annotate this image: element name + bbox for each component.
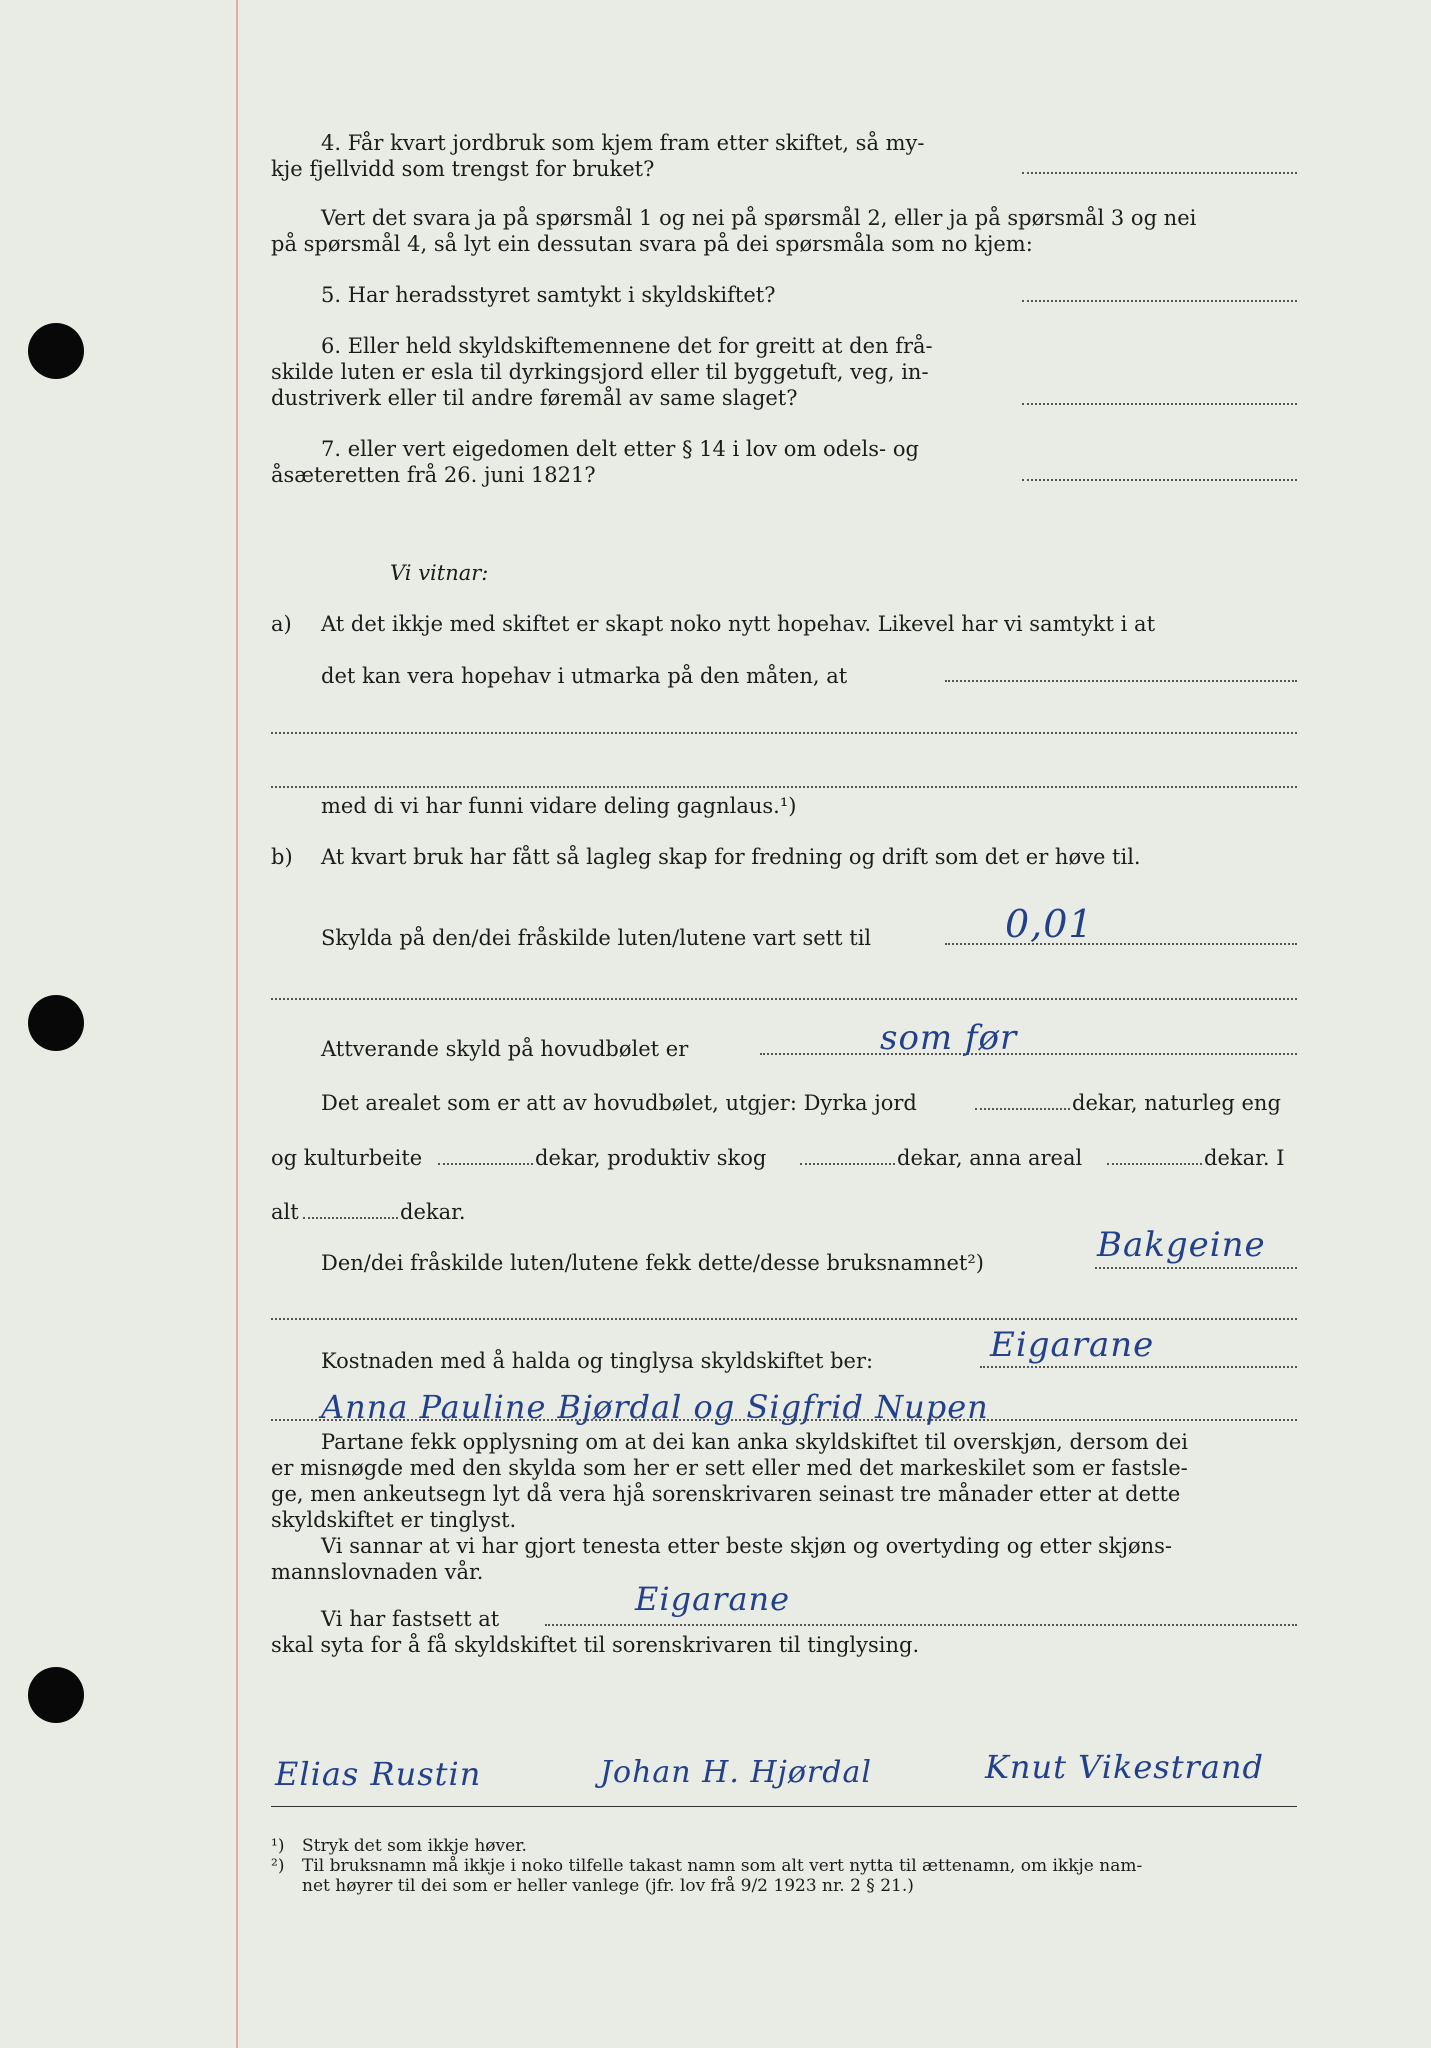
vi-vitnar-heading: Vi vitnar: <box>390 561 489 585</box>
areal-alt-fill[interactable] <box>303 1217 398 1219</box>
areal-skog-fill[interactable] <box>800 1163 895 1165</box>
areal-line2a: og kulturbeite <box>271 1146 423 1170</box>
condition-line2: på spørsmål 4, så lyt ein dessutan svara på dei spørsmåla som no kjem: <box>271 232 1033 256</box>
fastsett-line2: skal syta for å få skyldskiftet til sorenskrivaren til tinglysing. <box>271 1633 920 1657</box>
section-a-line1: At det ikkje med skiftet er skapt noko nytt hopehav. Likevel har vi samtykt i at <box>321 612 1156 636</box>
footnote-2-line1: Til bruksnamn må ikkje i noko tilfelle takast namn som alt vert nytta til ættenamn, om ikkje nam- <box>302 1856 1143 1876</box>
areal-line2c: dekar, anna areal <box>897 1146 1083 1170</box>
areal-beite-fill[interactable] <box>438 1163 533 1165</box>
partane-line4: skyldskiftet er tinglyst. <box>271 1508 517 1532</box>
skylda-fill2[interactable] <box>271 998 1297 1000</box>
kostnad-label: Kostnaden med å halda og tinglysa skyldskiftet ber: <box>321 1349 874 1373</box>
q6-line3: dustriverk eller til andre føremål av same slaget? <box>271 386 798 410</box>
kostnad-handwritten-value2: Anna Pauline Bjørdal og Sigfrid Nupen <box>321 1388 989 1426</box>
areal-line3a: alt <box>271 1200 299 1224</box>
areal-line1b: dekar, naturleg eng <box>1072 1091 1281 1115</box>
section-a-fill3[interactable] <box>271 786 1297 788</box>
q7-line1: 7. eller vert eigedomen delt etter § 14 i lov om odels- og <box>321 437 919 461</box>
areal-anna-fill[interactable] <box>1107 1163 1202 1165</box>
margin-rule <box>236 0 238 2048</box>
signature-1: Elias Rustin <box>275 1755 482 1793</box>
q4-answer-line[interactable] <box>1022 172 1297 174</box>
partane-line1: Partane fekk opplysning om at dei kan anka skyldskiftet til overskjøn, dersom dei <box>321 1430 1189 1454</box>
bruksnamn-label: Den/dei fråskilde luten/lutene fekk dette/desse bruksnamnet²) <box>321 1251 984 1275</box>
bruksnamn-handwritten-value: Bakgeine <box>1097 1225 1266 1265</box>
q4-line1: 4. Får kvart jordbruk som kjem fram etter skiftet, så my- <box>321 131 925 155</box>
signature-rule <box>271 1806 1297 1807</box>
q6-answer-line[interactable] <box>1022 403 1297 405</box>
attverande-handwritten-value: som før <box>880 1018 1018 1058</box>
footnote-2-mark: ²) <box>271 1856 285 1876</box>
q5-answer-line[interactable] <box>1022 300 1297 302</box>
section-a-line2: det kan vera hopehav i utmarka på den måten, at <box>321 664 848 688</box>
areal-line3b: dekar. <box>400 1200 466 1224</box>
bruksnamn-fill[interactable] <box>1095 1267 1297 1269</box>
punch-hole-top <box>28 323 84 379</box>
fastsett-label: Vi har fastsett at <box>321 1607 500 1631</box>
q7-line2: åsæteretten frå 26. juni 1821? <box>271 463 596 487</box>
sannar-line2: mannslovnaden vår. <box>271 1560 484 1584</box>
areal-dyrka-fill[interactable] <box>975 1108 1070 1110</box>
section-b-label: b) <box>271 845 293 869</box>
kostnad-fill2[interactable] <box>271 1419 1297 1421</box>
skylda-fill[interactable] <box>945 943 1297 945</box>
footnote-1-mark: ¹) <box>271 1836 285 1856</box>
skylda-label: Skylda på den/dei fråskilde luten/lutene vart sett til <box>321 926 872 950</box>
footnote-2-line2: net høyrer til dei som er heller vanlege (jfr. lov frå 9/2 1923 nr. 2 § 21.) <box>302 1876 914 1896</box>
signature-2: Johan H. Hjørdal <box>600 1755 872 1790</box>
skylda-handwritten-value: 0,01 <box>1005 902 1094 946</box>
section-a-label: a) <box>271 612 292 636</box>
punch-hole-bottom <box>28 1667 84 1723</box>
sannar-line1: Vi sannar at vi har gjort tenesta etter beste skjøn og overtyding og etter skjøns- <box>321 1534 1172 1558</box>
section-a-fill2[interactable] <box>271 732 1297 734</box>
areal-line2d: dekar. I <box>1204 1146 1285 1170</box>
kostnad-handwritten-value1: Eigarane <box>990 1325 1155 1365</box>
section-b-line1: At kvart bruk har fått så lagleg skap for fredning og drift som det er høve til. <box>321 845 1141 869</box>
q5-text: 5. Har heradsstyret samtykt i skyldskiftet? <box>321 283 776 307</box>
attverande-label: Attverande skyld på hovudbølet er <box>321 1037 689 1061</box>
partane-line2: er misnøgde med den skylda som her er sett eller med det markeskilet som er fastsle- <box>271 1456 1188 1480</box>
q7-answer-line[interactable] <box>1022 479 1297 481</box>
attverande-fill[interactable] <box>760 1053 1297 1055</box>
q6-line2: skilde luten er esla til dyrkingsjord eller til byggetuft, veg, in- <box>271 360 929 384</box>
punch-hole-middle <box>28 995 84 1051</box>
footnote-1-text: Stryk det som ikkje høver. <box>302 1836 527 1856</box>
areal-line1a: Det arealet som er att av hovudbølet, utgjer: Dyrka jord <box>321 1091 917 1115</box>
condition-line1: Vert det svara ja på spørsmål 1 og nei på spørsmål 2, eller ja på spørsmål 3 og nei <box>321 206 1197 230</box>
kostnad-fill[interactable] <box>980 1366 1297 1368</box>
bruksnamn-fill2[interactable] <box>271 1318 1297 1320</box>
signature-3: Knut Vikestrand <box>985 1748 1265 1786</box>
section-a-line3: med di vi har funni vidare deling gagnlaus.¹) <box>321 794 797 818</box>
q4-line2: kje fjellvidd som trengst for bruket? <box>271 157 655 181</box>
section-a-fill1[interactable] <box>945 680 1297 682</box>
q6-line1: 6. Eller held skyldskiftemennene det for greitt at den frå- <box>321 334 933 358</box>
partane-line3: ge, men ankeutsegn lyt då vera hjå sorenskrivaren seinast tre månader etter at dette <box>271 1482 1181 1506</box>
fastsett-handwritten-value: Eigarane <box>635 1580 791 1618</box>
fastsett-fill[interactable] <box>545 1624 1297 1626</box>
areal-line2b: dekar, produktiv skog <box>535 1146 767 1170</box>
